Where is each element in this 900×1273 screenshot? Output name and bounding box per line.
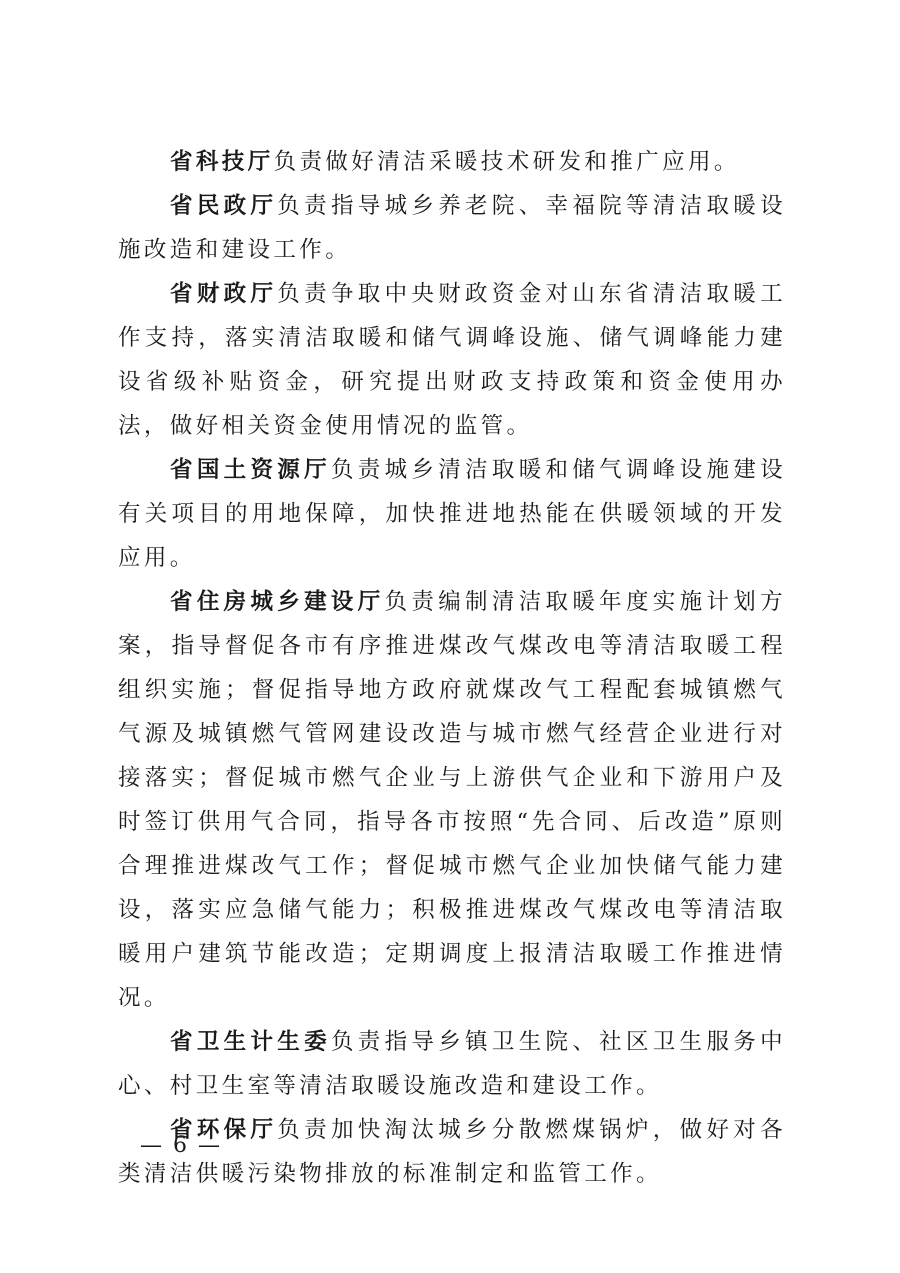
department-name: 省环保厅 xyxy=(170,1117,278,1143)
paragraph-health xyxy=(118,1020,786,1108)
department-name: 省住房城乡建设厅 xyxy=(170,589,385,615)
paragraph-housing xyxy=(118,580,786,1020)
page-number: — 6 — xyxy=(140,1133,222,1158)
paragraph-text: 负责争取中央财政资金对山东省清洁取暖工作支持，落实清洁取暖和储气调峰设施、储气调峰能力建设省级补贴资金，研究提出财政支持政策和资金使用办法，做好相关资金使用情况的监管。 xyxy=(118,281,786,439)
paragraph-text: 负责指导城乡养老院、幸福院等清洁取暖设施改造和建设工作。 xyxy=(118,193,786,263)
paragraph-civil-affairs xyxy=(118,184,786,272)
department-name: 省科技厅 xyxy=(170,149,274,175)
department-name: 省国土资源厅 xyxy=(170,457,331,483)
paragraph-finance xyxy=(118,272,786,448)
paragraph-text: 负责指导乡镇卫生院、社区卫生服务中心、村卫生室等清洁取暖设施改造和建设工作。 xyxy=(118,1029,786,1099)
paragraph-text: 负责加快淘汰城乡分散燃煤锅炉，做好对各类清洁供暖污染物排放的标准制定和监管工作。 xyxy=(118,1117,786,1187)
paragraph-text: 负责做好清洁采暖技术研发和推广应用。 xyxy=(273,149,740,175)
paragraph-science-tech xyxy=(118,140,786,184)
paragraph-land-resources xyxy=(118,448,786,580)
paragraph-text: 负责城乡清洁取暖和储气调峰设施建设有关项目的用地保障，加快推进地热能在供暖领域的开发应用。 xyxy=(118,457,786,571)
department-name: 省财政厅 xyxy=(170,281,278,307)
department-name: 省民政厅 xyxy=(170,193,278,219)
department-name: 省卫生计生委 xyxy=(170,1029,331,1055)
document-body xyxy=(118,140,786,1196)
paragraph-text: 负责编制清洁取暖年度实施计划方案，指导督促各市有序推进煤改气煤改电等清洁取暖工程组织实施；督促指导地方政府就煤改气工程配套城镇燃气气源及城镇燃气管网建设改造与城市燃气经营企业进行对接落实；督促城市燃气企业与上游供气企业和下游用户及时签订供用气合同，指导各市按照“先合同、后改造”原则合理推进煤改气工作；督促城市燃气企业加快储气能力建设，落实应急储气能力；积极推进煤改气煤改电等清洁取暖用户建筑节能改造；定期调度上报清洁取暖工作推进情况。 xyxy=(118,589,787,1011)
